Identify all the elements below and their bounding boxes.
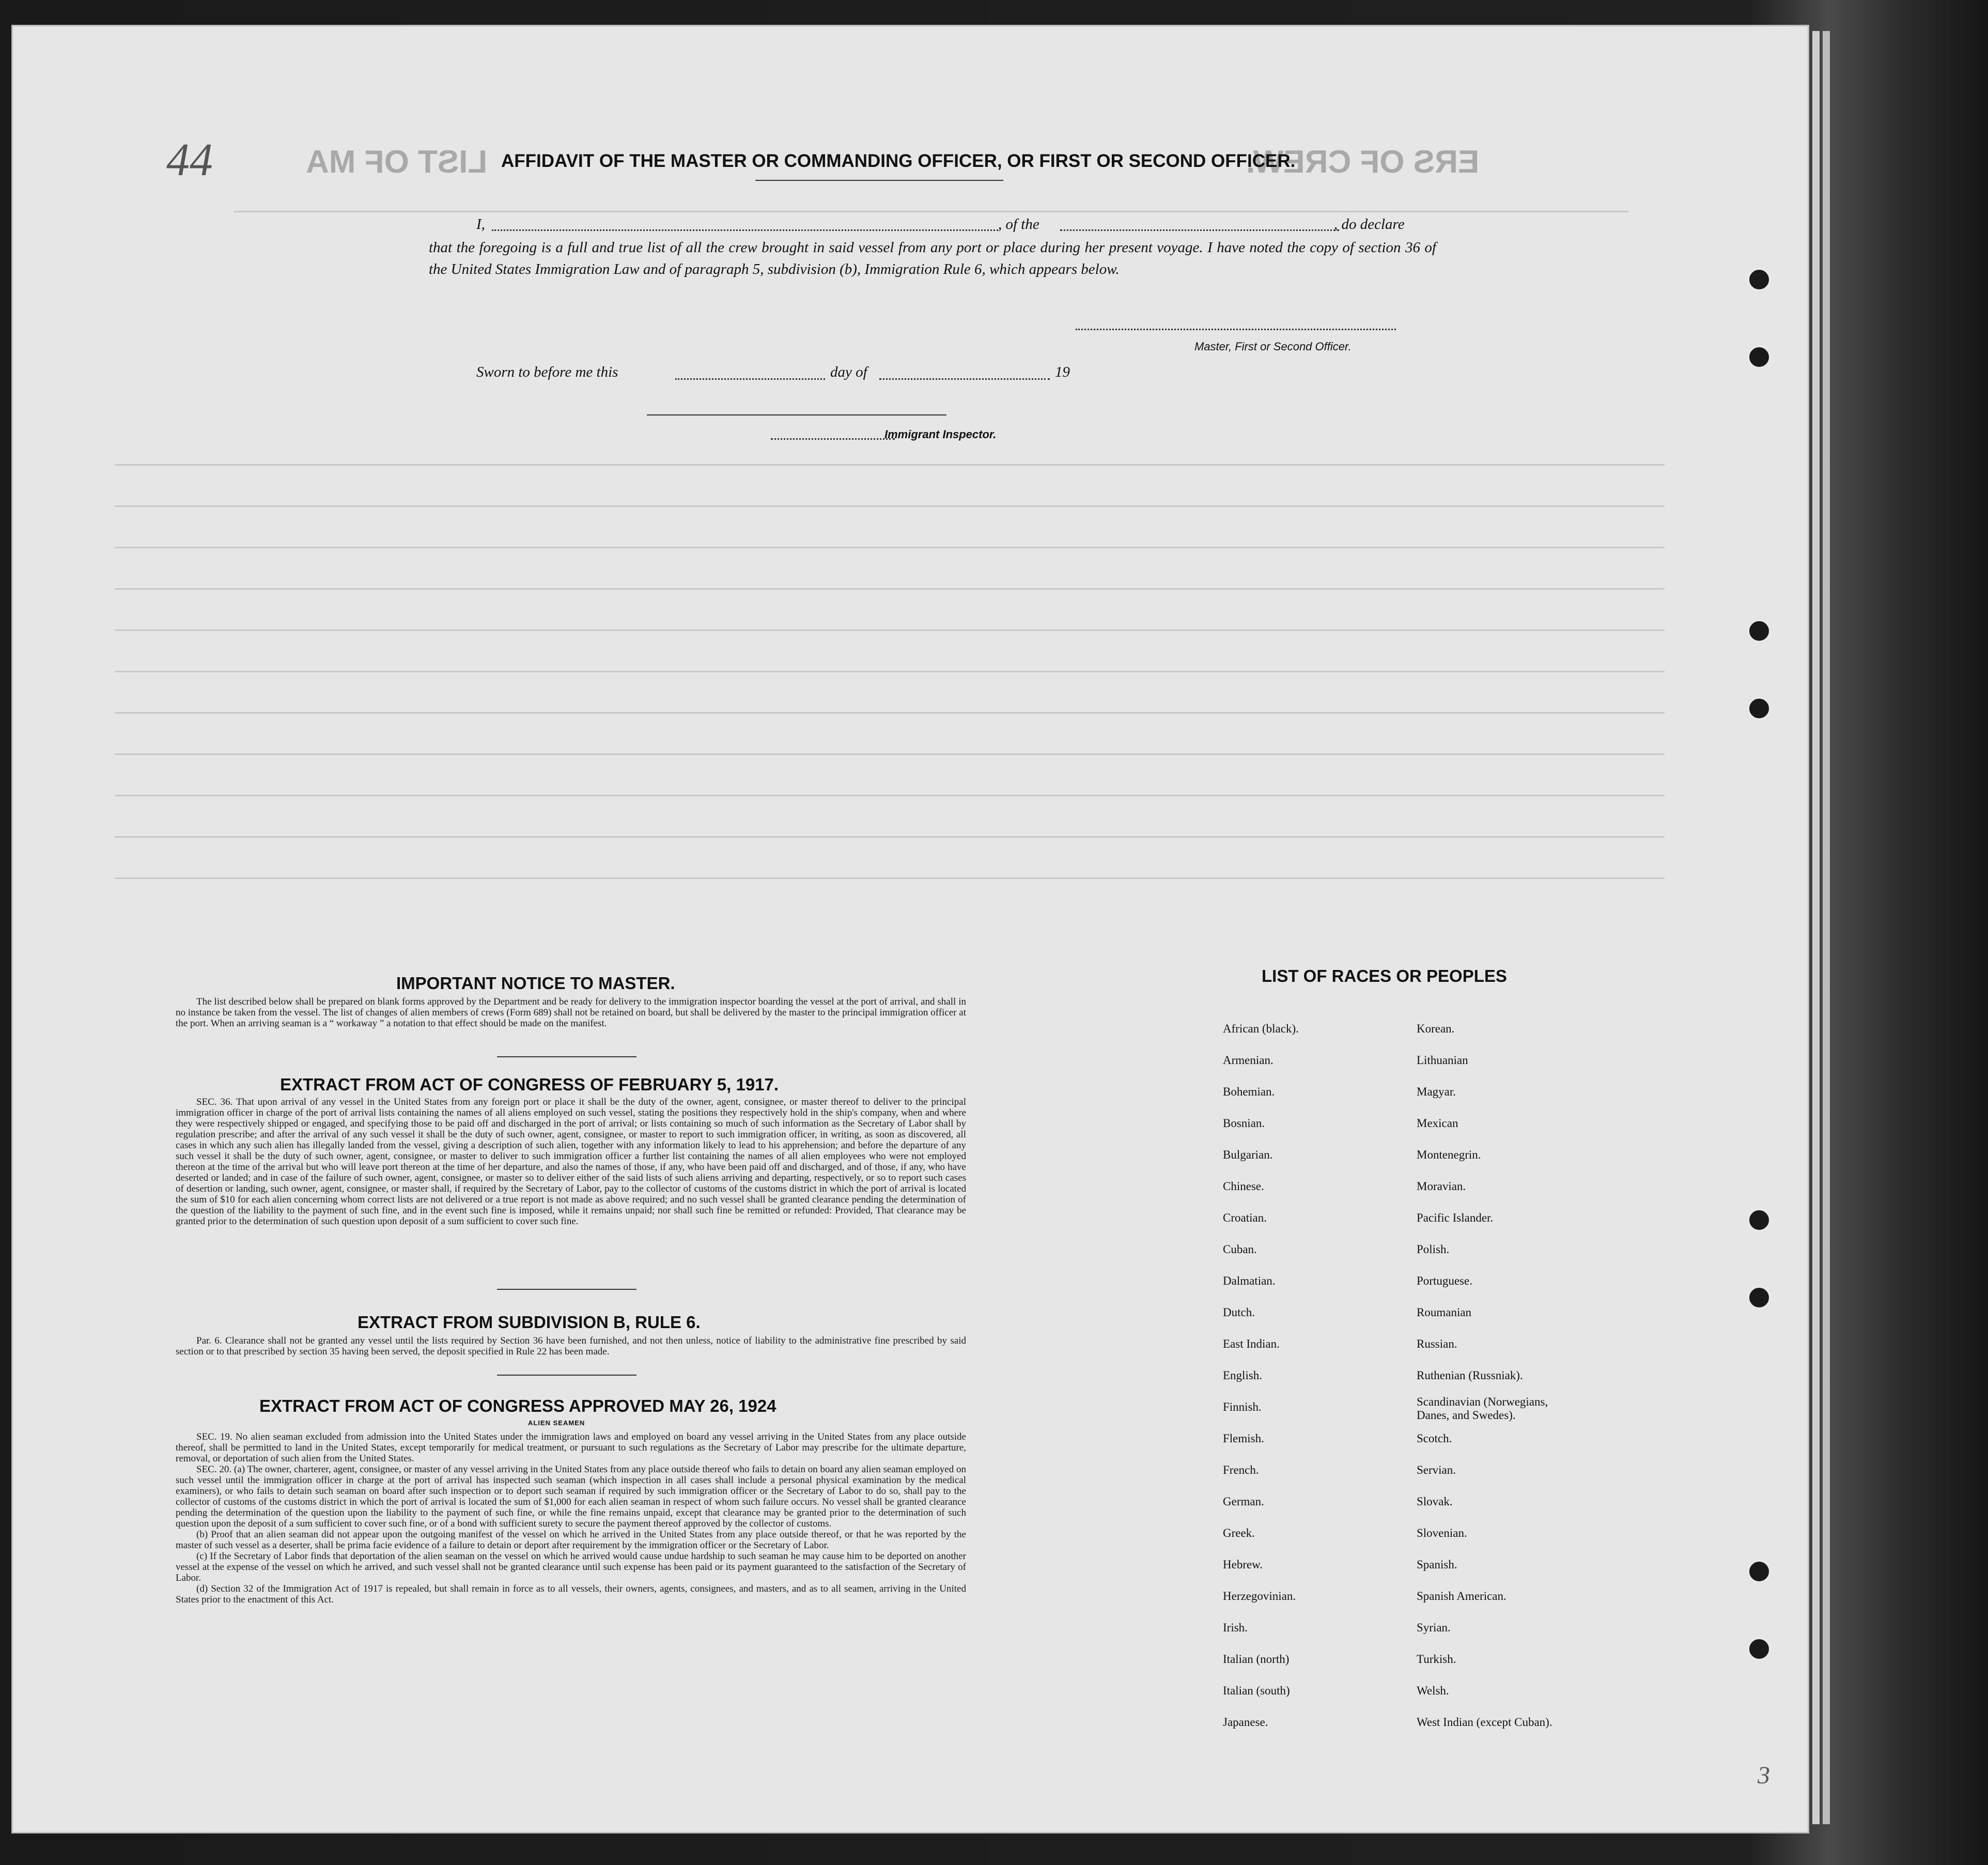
race-left-item: English. (1223, 1369, 1263, 1382)
race-right-item: Ruthenian (Russniak). (1417, 1369, 1523, 1382)
race-right-item: Pacific Islander. (1417, 1211, 1494, 1224)
extract-1924-body (176, 1431, 966, 1605)
sworn-month-blank (879, 378, 1050, 380)
race-right-item: Russian. (1417, 1337, 1457, 1350)
race-right-item: Spanish. (1417, 1558, 1457, 1571)
section-divider (497, 1056, 636, 1057)
race-right-item: Syrian. (1417, 1621, 1451, 1634)
sworn-year: 19 (1055, 364, 1070, 380)
affidavit-of-the: , of the (998, 216, 1039, 233)
page-edge (1823, 31, 1830, 1824)
extract-rule6-body (176, 1335, 966, 1357)
bleed-through-line (115, 547, 1665, 548)
handwritten-number: 3 (1758, 1762, 1770, 1789)
race-left-item: Cuban. (1223, 1243, 1257, 1256)
race-left-item: Bulgarian. (1223, 1148, 1273, 1161)
extract-rule6-paragraph: Par. 6. Clearance shall not be granted any vessel until the lists required by Section 36 have been furnished, and not then unless, notice of liability to the administrative fine prescribed by said section or to that prescribed by section 35 having been served, the deposit specified in Rule 22 has been made. (176, 1335, 966, 1357)
race-right-item: Lithuanian (1417, 1054, 1468, 1067)
inspector-blank (771, 438, 895, 440)
section-divider (497, 1375, 636, 1376)
race-left-item: Herzegovinian. (1223, 1590, 1296, 1602)
extract-rule6-heading: EXTRACT FROM SUBDIVISION B, RULE 6. (358, 1313, 701, 1332)
bleed-through-line (115, 836, 1665, 838)
race-left-item: Dalmatian. (1223, 1274, 1276, 1287)
race-right-item: Welsh. (1417, 1684, 1449, 1697)
notice-heading: IMPORTANT NOTICE TO MASTER. (396, 974, 675, 993)
binder-hole (1747, 1560, 1771, 1583)
race-right-item: Polish. (1417, 1243, 1450, 1256)
bleed-through-title: LIST OF MA (306, 144, 488, 180)
race-right-item: Portuguese. (1417, 1274, 1472, 1287)
binder-hole (1747, 1637, 1771, 1661)
races-heading: LIST OF RACES OR PEOPLES (1262, 966, 1507, 985)
race-left-item: Dutch. (1223, 1306, 1255, 1319)
affidavit-heading: AFFIDAVIT OF THE MASTER OR COMMANDING OFFICER, OR FIRST OR SECOND OFFICER. (501, 151, 1296, 171)
binder-hole (1747, 268, 1771, 291)
extract-1924-subheading: ALIEN SEAMEN (528, 1419, 585, 1427)
race-left-item: Chinese. (1223, 1180, 1264, 1193)
binder-hole (1747, 1208, 1771, 1232)
vessel-blank (1060, 229, 1339, 231)
race-right-item: Scotch. (1417, 1432, 1452, 1445)
bleed-through-line (115, 795, 1665, 796)
race-right-item: Turkish. (1417, 1653, 1456, 1666)
extract-1917-body (176, 1097, 966, 1227)
race-right-item: Korean. (1417, 1022, 1455, 1035)
bleed-through-line (115, 671, 1665, 672)
race-left-item: Italian (north) (1223, 1653, 1290, 1666)
bleed-through-line (115, 505, 1665, 507)
extract-1917-heading: EXTRACT FROM ACT OF CONGRESS OF FEBRUARY 5, 1917. (280, 1075, 779, 1094)
race-left-item: Irish. (1223, 1621, 1248, 1634)
race-left-item: Finnish. (1223, 1400, 1262, 1413)
race-left-item: Flemish. (1223, 1432, 1264, 1445)
heading-rule (755, 180, 1003, 181)
name-blank (492, 229, 998, 231)
extract-1917-paragraph: SEC. 36. That upon arrival of any vessel in the United States from any foreign port or place it shall be the duty of the owner, agent, consignee, or master thereof to deliver to the principal immigration officer in charge of the port of arrival lists containing the names of all aliens employed on such vessel, stating the positions they respectively hold in the ship's company, when and where they were respectively shipped or engaged, and specifying those to be paid off and discharged in the port of arrival; or lists containing so much of such information as the Secretary of Labor shall by regulation prescribe; and after the arrival of any such vessel it shall be the duty of such owner, agent, consignee, or master to report to such immigration officer, in writing, as soon as discovered, all cases in which any such alien has illegally landed from the vessel, giving a description of such alien, together with any information likely to lead to his apprehension; and before the departure of any such vessel it shall be the duty of such owner, agent, consignee, or master to deliver to such immigration officer a further list containing the names of all alien employees who were not employed thereon at the time of the arrival but who will leave port thereon at the time of her departure, and also the names of those, if any, who have been paid off and discharged, and of those, if any, who have deserted or landed; and in case of the failure of such owner, agent, consignee, or master so to deliver either of the said lists of such aliens arriving and departing, respectively, or so to report such cases of desertion or landing, such owner, agent, consignee, or master shall, if required by the Secretary of Labor, pay to the collector of customs of the customs district in which the port of arrival is located the sum of $10 for each alien concerning whom correct lists are not delivered or a true report is not made as above required; and no such vessel shall be granted clearance pending the determination of the question of the liability to the payment of such fine, and in the event such fine is imposed, while it remains unpaid; nor shall such fine be remitted or refunded: Provided, That clearance may be granted prior to the determination of such question upon deposit of a sum sufficient to cover such fine. (176, 1097, 966, 1227)
extract-1924-heading: EXTRACT FROM ACT OF CONGRESS APPROVED MAY 26, 1924 (259, 1396, 776, 1415)
bleed-through-line (115, 753, 1665, 755)
race-right-item: Spanish American. (1417, 1590, 1506, 1602)
race-right-item: Scandinavian (Norwegians, Danes, and Swedes). (1417, 1395, 1548, 1422)
race-left-item: Japanese. (1223, 1716, 1268, 1729)
race-left-item: Croatian. (1223, 1211, 1267, 1224)
race-left-item: Bosnian. (1223, 1117, 1265, 1130)
bleed-through-line (115, 588, 1665, 590)
inspector-label: Immigrant Inspector. (884, 428, 997, 441)
race-right-item: Montenegrin. (1417, 1148, 1481, 1161)
extract-1924-paragraph: (b) Proof that an alien seaman did not appear upon the outgoing manifest of the vessel on which he arrived in the United States from any place outside thereof, or that he was reported by the master of such vessel as a deserter, shall be prima facie evidence of a failure to detain or deport after requirement by the immigration officer or the Secretary of Labor. (176, 1529, 966, 1551)
affidavit-declare: , do declare (1334, 216, 1405, 233)
race-left-item: Greek. (1223, 1527, 1255, 1539)
notice-body (176, 996, 966, 1029)
race-right-item: Servian. (1417, 1463, 1456, 1476)
extract-1924-paragraph: (d) Section 32 of the Immigration Act of 1917 is repealed, but shall remain in force as to all vessels, their owners, agents, consignees, and masters, and as to all seamen, arriving in the United States prior to the enactment of this Act. (176, 1583, 966, 1605)
binder-hole (1747, 1286, 1771, 1309)
race-left-item: Italian (south) (1223, 1684, 1290, 1697)
extract-1924-paragraph: SEC. 20. (a) The owner, charterer, agent, consignee, or master of any vessel arriving in the United States from any place outside thereof who fails to detain on board any alien seaman employed on such vessel until the immigration officer in charge at the port of arrival has inspected such seaman (which inspection in all cases shall include a personal physical examination by the medical examiners), or who fails to detain such seaman on board after such inspection or to deport such seaman if required by such immigration officer or the Secretary of Labor to do so, shall pay to the collector of customs of the customs district in which the port of arrival is located the sum of $1,000 for each alien seaman in respect of whom such failure occurs. No vessel shall be granted clearance pending the determination of the question upon the liability to the payment of such fine, or while the fine remains unpaid, except that clearance may be granted prior to the determination of such question upon the deposit of a sum sufficient to cover such fine, or of a bond with sufficient surety to secure the payment thereof approved by the collector of customs. (176, 1464, 966, 1529)
race-left-item: African (black). (1223, 1022, 1299, 1035)
race-left-item: Armenian. (1223, 1054, 1273, 1067)
inspector-signature-line (647, 414, 946, 415)
race-right-item: Slovenian. (1417, 1527, 1467, 1539)
sworn-day-of: day of (830, 364, 867, 380)
race-left-item: East Indian. (1223, 1337, 1280, 1350)
signature-label: Master, First or Second Officer. (1194, 340, 1352, 353)
extract-1924-paragraph: SEC. 19. No alien seaman excluded from admission into the United States under the immigration laws and employed on board any vessel arriving in the United States from any place outside thereof, shall be permitted to land in the United States, except temporarily for medical treatment, or pursuant to such regulations as the Secretary of Labor may prescribe for the ultimate departure, removal, or deportation of such alien from the United States. (176, 1431, 966, 1464)
bleed-through-line (115, 712, 1665, 714)
race-right-item: Mexican (1417, 1117, 1458, 1130)
binder-hole (1747, 619, 1771, 643)
section-divider (497, 1289, 636, 1290)
race-left-item: Bohemian. (1223, 1085, 1275, 1098)
race-left-item: German. (1223, 1495, 1264, 1508)
bleed-through-line (234, 211, 1628, 212)
extract-1924-paragraph: (c) If the Secretary of Labor finds that deportation of the alien seaman on the vessel on which he arrived would cause undue hardship to such seaman he may cause him to be deported on another vessel at the expense of the vessel on which he arrived, and such vessel shall not be granted clearance until such expense has been paid or its payment guaranteed to the satisfaction of the Secretary of Labor. (176, 1551, 966, 1583)
binder-hole (1747, 345, 1771, 369)
bleed-through-line (115, 629, 1665, 631)
notice-paragraph: The list described below shall be prepared on blank forms approved by the Department and be ready for delivery to the immigration inspector boarding the vessel at the port of arrival, and shall in no instance be taken from the vessel. The list of changes of alien members of crews (Form 689) shall not be retained on board, but shall be delivered by the master to the principal immigration officer at the port. When an arriving seaman is a “ workaway ” a notation to that effect should be made on the manifest. (176, 996, 966, 1029)
race-right-item: Magyar. (1417, 1085, 1456, 1098)
bleed-through-line (115, 877, 1665, 879)
bleed-through-line (115, 464, 1665, 466)
race-left-item: Hebrew. (1223, 1558, 1263, 1571)
affidavit-i: I, (476, 216, 485, 233)
bleed-through-title-end: ERS OF CREW. (1246, 144, 1480, 180)
sworn-day-blank (675, 378, 825, 380)
sworn-prefix: Sworn to before me this (476, 364, 618, 380)
race-right-item: West Indian (except Cuban). (1417, 1716, 1552, 1729)
binder-hole (1747, 697, 1771, 720)
race-right-item: Moravian. (1417, 1180, 1466, 1193)
page-edge (1812, 31, 1820, 1824)
race-right-item: Roumanian (1417, 1306, 1472, 1319)
signature-blank (1076, 329, 1396, 330)
document-page (11, 25, 1809, 1833)
handwritten-number: 44 (166, 134, 213, 186)
race-right-item: Slovak. (1417, 1495, 1453, 1508)
affidavit-body: that the foregoing is a full and true list of all the crew brought in said vessel from any port or place during her present voyage. I have noted the copy of section 36 of the United States Immigration Law and of paragraph 5, subdivision (b), Immigration Rule 6, which appears below. (429, 239, 1436, 278)
race-left-item: French. (1223, 1463, 1259, 1476)
